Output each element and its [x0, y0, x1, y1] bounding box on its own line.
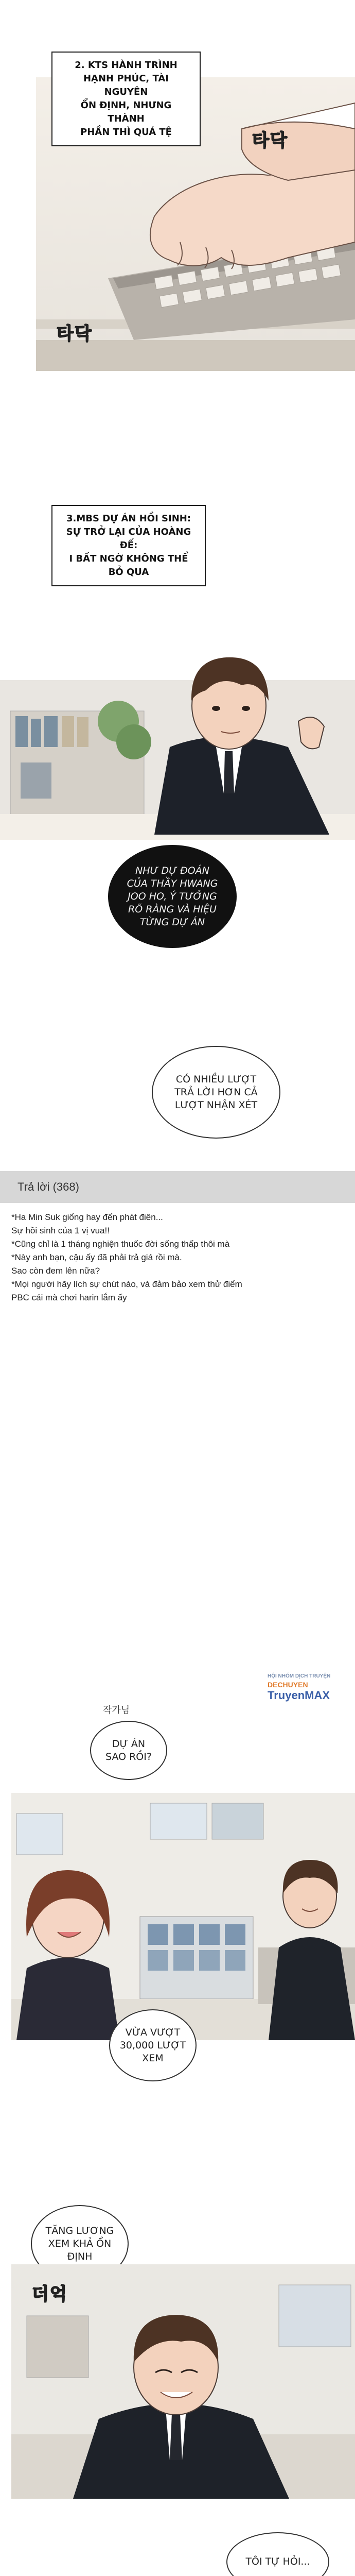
comment-item: Sao còn đem lên nữa? — [11, 1266, 100, 1276]
sfx-tadak-top: 타닥 — [252, 130, 288, 151]
comment-item: *Này anh bạn, cậu ấy đã phải trả giá rồi mà. — [11, 1252, 182, 1262]
comment-item: *Ha Min Suk giống hay đến phát điên... — [11, 1212, 163, 1222]
office-illustration — [11, 1793, 355, 2040]
comment-item: *Mọi người hãy lích sự chút nào, và đảm bảo xem thử điểm — [11, 1279, 242, 1289]
speech-bubble-wonder: TÔI TỰ HỎI... — [226, 2532, 329, 2576]
speech-bubble-comments: CÓ NHIỀU LƯỢT TRẢ LỜI HƠN CẢ LƯỢT NHẬN XÉT — [152, 1046, 280, 1139]
caption-kts: 2. KTS HÀNH TRÌNH HẠNH PHÚC, TÀI NGUYÊN ỔN ĐỊNH, NHƯNG THÀNH PHẦN THÌ QUÁ TỆ — [51, 52, 201, 146]
speech-bubble-hwang: NHƯ DỰ ĐOÁN CỦA THẦY HWANG JOO HO, Ý TƯỞNG RÕ RÀNG VÀ HIỆU TỪNG DỰ ÁN — [108, 845, 237, 948]
comment-item: PBC cái mà chơi harin lắm ấy — [11, 1293, 127, 1302]
panel-boss — [11, 2264, 355, 2499]
comments-list — [11, 1211, 346, 1304]
watermark-tag: DECHUYEN — [268, 1681, 308, 1689]
comment-item: Sự hồi sinh của 1 vị vua!! — [11, 1226, 110, 1235]
comments-header[interactable]: Trả lời (368) — [0, 1171, 355, 1203]
watermark-small: HỘI NHÓM DỊCH TRUYỆN — [268, 1673, 331, 1679]
caption-mbs: 3.MBS DỰ ÁN HỒI SINH: SỰ TRỞ LẠI CỦA HOÀNG ĐẾ: I BẤT NGỜ KHÔNG THỂ BỎ QUA — [51, 505, 206, 586]
speech-bubble-project: DỰ ÁN SAO RỒI? — [90, 1721, 167, 1780]
watermark-site: TruyenMAX — [268, 1689, 330, 1702]
panel-typing — [0, 0, 355, 371]
sfx-tadak-bottom: 타닥 — [57, 324, 93, 344]
sfx-deok: 더억 — [32, 2284, 68, 2304]
speech-bubble-views: VỪA VƯỢT 30,000 LƯỢT XEM — [109, 2009, 197, 2081]
comment-item: *Cũng chỉ là 1 tháng nghiện thuốc đời sống thấp thôi mà — [11, 1239, 230, 1249]
panel-office — [11, 1793, 355, 2064]
speech-bubble-raise: TĂNG LƯƠNG XEM KHẢ ỔN ĐỊNH — [31, 2205, 129, 2282]
speech-name-call: 작가님 — [103, 1705, 130, 1716]
panel-man-desk — [0, 505, 355, 840]
